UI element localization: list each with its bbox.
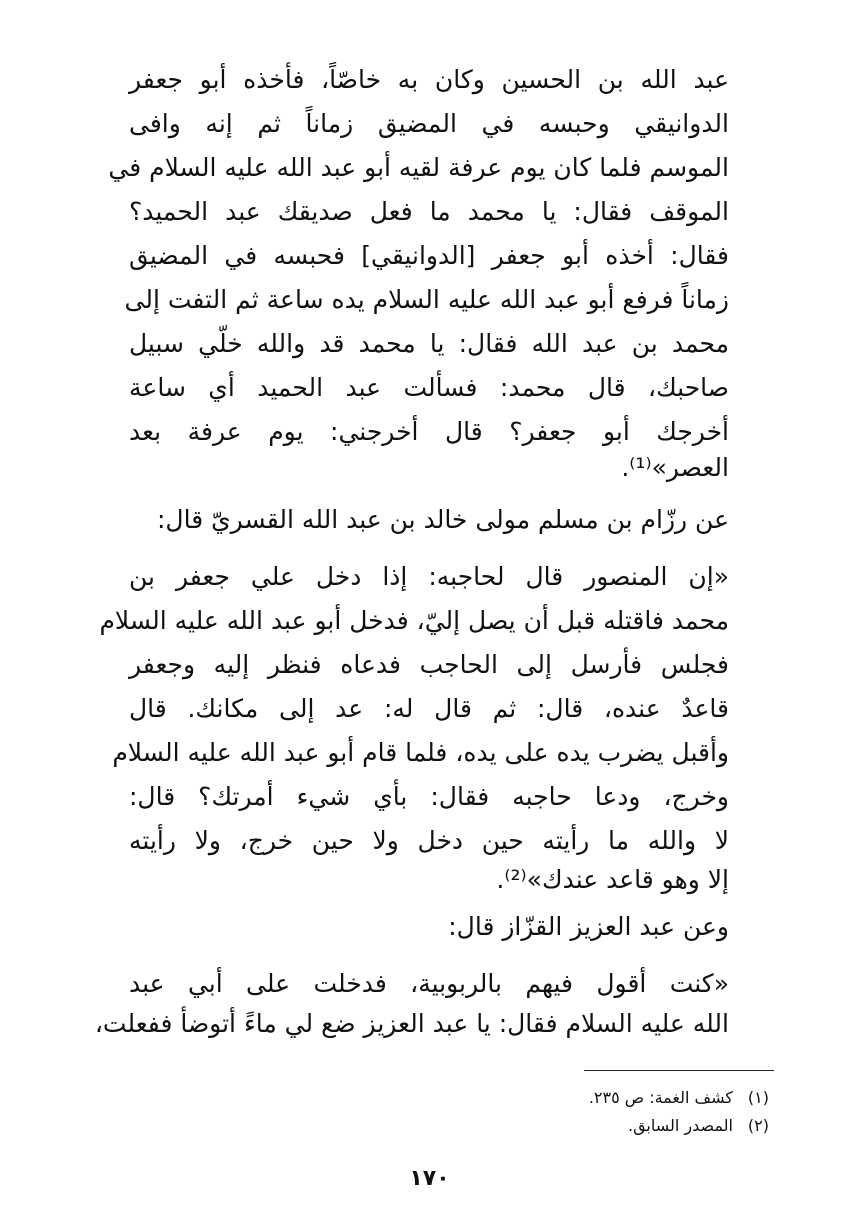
page-number: ١٧٠: [409, 1166, 450, 1191]
footnote-separator: [584, 1070, 774, 1071]
body-line: قاعدٌ عنده، قال: ثم قال له: عد إلى مكانك. قال: [129, 694, 729, 723]
footnote-text: كشف الغمة: ص ٢٣٥.: [588, 1088, 733, 1107]
body-line: الموسم فلما كان يوم عرفة لقيه أبو عبد الله عليه السلام في: [108, 153, 729, 182]
body-line: الموقف فقال: يا محمد ما فعل صديقك عبد الحميد؟: [129, 197, 729, 226]
body-line: الدوانيقي وحبسه في المضيق زماناً ثم إنه وافى: [129, 109, 729, 138]
section-lead: وعن عبد العزيز القزّاز قال:: [448, 912, 729, 941]
footnote-number: (١): [747, 1088, 769, 1107]
body-line: العصر»⁽¹⁾.: [621, 453, 729, 482]
body-line: وخرج، ودعا حاجبه فقال: بأي شيء أمرتك؟ قال:: [129, 782, 729, 811]
footnote: [628, 1114, 769, 1138]
body-line: «كنت أقول فيهم بالربوبية، فدخلت على أبي عبد: [129, 969, 729, 998]
section-lead: عن رزّام بن مسلم مولى خالد بن عبد الله القسريّ قال:: [157, 505, 729, 534]
body-line: إلا وهو قاعد عندك»⁽²⁾.: [496, 865, 729, 894]
body-line: الله عليه السلام فقال: يا عبد العزيز ضع لي ماءً أتوضأ ففعلت،: [94, 1009, 729, 1038]
body-line: زماناً فرفع أبو عبد الله عليه السلام يده ساعة ثم التفت إلى: [124, 285, 729, 314]
body-line: فقال: أخذه أبو جعفر [الدوانيقي] فحبسه في المضيق: [129, 241, 729, 270]
body-line: عبد الله بن الحسين وكان به خاصّاً، فأخذه أبو جعفر: [129, 65, 729, 94]
footnote-text: المصدر السابق.: [627, 1116, 733, 1135]
body-line: محمد فاقتله قبل أن يصل إليّ، فدخل أبو عبد الله عليه السلام: [99, 606, 729, 635]
body-line: صاحبك، قال محمد: فسألت عبد الحميد أي ساعة: [129, 373, 729, 402]
body-line: أخرجك أبو جعفر؟ قال أخرجني: يوم عرفة بعد: [129, 417, 729, 446]
body-line: «إن المنصور قال لحاجبه: إذا دخل علي جعفر بن: [129, 562, 729, 591]
body-line: لا والله ما رأيته حين دخل ولا حين خرج، ولا رأيته: [129, 826, 729, 855]
body-line: محمد بن عبد الله فقال: يا محمد قد والله خلّي سبيل: [129, 329, 729, 358]
body-line: فجلس فأرسل إلى الحاجب فدعاه فنظر إليه وجعفر: [129, 650, 729, 679]
body-line: وأقبل يضرب يده على يده، فلما قام أبو عبد الله عليه السلام: [112, 738, 729, 767]
footnote-number: (٢): [747, 1116, 769, 1135]
footnote: [589, 1086, 769, 1110]
